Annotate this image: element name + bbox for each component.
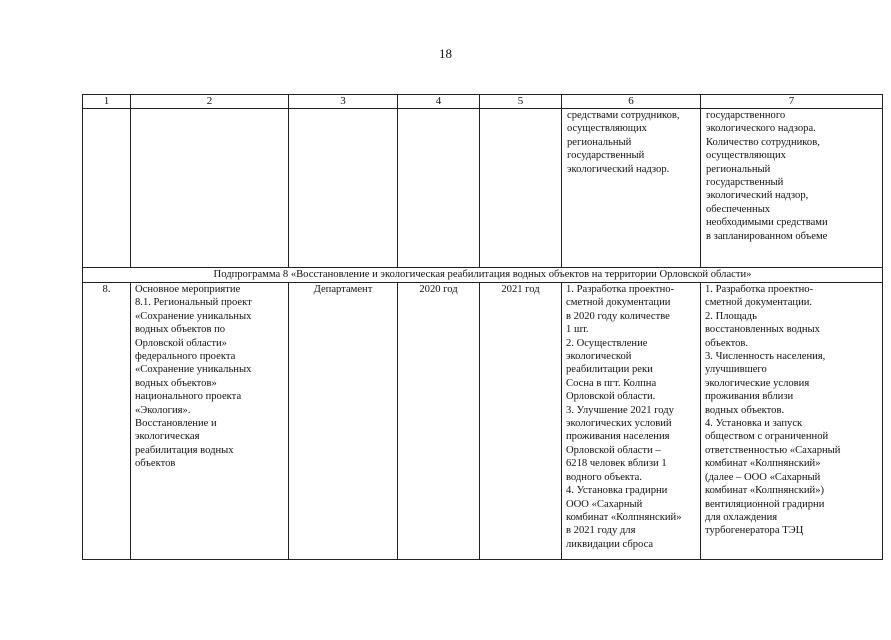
continuation-indicator-cell [701, 109, 883, 268]
text-line: водных объектов» [135, 377, 217, 389]
text-line: в запланированном объеме [706, 230, 828, 242]
text-line: 1. Разработка проектно- [566, 284, 675, 295]
text-line: экологический надзор, [706, 190, 809, 202]
text-line: экологические условия [705, 377, 810, 389]
text-line: Орловской области» [135, 337, 227, 349]
responsible-executor-cell: Департамент [289, 283, 398, 560]
expected-result-cell [562, 283, 701, 560]
text-line: (далее – ООО «Сахарный [705, 471, 821, 483]
text-line: улучшившего [705, 364, 767, 376]
column-number-1: 1 [83, 95, 131, 109]
program-table [82, 94, 883, 560]
text-line: Основное мероприятие [135, 284, 241, 295]
text-line: национального проекта [135, 391, 242, 403]
text-line: средствами сотрудников, [567, 110, 680, 121]
text-line: восстановленных водных [705, 324, 820, 336]
text-line: федерального проекта [135, 351, 236, 363]
text-line: объектов [135, 458, 176, 470]
text-line: реабилитации реки [566, 364, 653, 376]
cell-empty [398, 109, 480, 268]
continuation-result-cell [562, 109, 701, 268]
page-number: 18 [439, 46, 452, 61]
cell-empty [131, 109, 289, 268]
text-line: Сосна в пгт. Колпна [566, 377, 657, 389]
text-line: сметной документации. [705, 297, 813, 309]
text-line: 1. Разработка проектно- [705, 284, 814, 295]
column-number-7: 7 [701, 95, 883, 109]
column-number-row [83, 95, 883, 109]
column-number-2: 2 [131, 95, 289, 109]
text-line: в 2021 году для [566, 525, 636, 537]
text-line: экологических условий [566, 418, 672, 430]
start-year-cell: 2020 год [398, 283, 480, 560]
text-line: «Экология». [135, 404, 191, 416]
text-line: водного объекта. [566, 471, 643, 483]
subprogram-title: Подпрограмма 8 «Восстановление и экологическая реабилитация водных объектов на территории Орловской области» [83, 268, 883, 283]
text-line: водных объектов. [705, 404, 785, 416]
text-line: в 2020 году количестве [566, 310, 670, 322]
text-line: обществом с ограниченной [705, 431, 829, 443]
text-line: проживания населения [566, 431, 670, 443]
text-line: проживания вблизи [705, 391, 794, 403]
text-line: 3. Улучшение 2021 году [566, 404, 674, 416]
text-line: комбинат «Колпнянский») [705, 485, 825, 497]
text-line: водных объектов по [135, 324, 226, 336]
text-line: экологической [566, 351, 632, 363]
text-line: Количество сотрудников, [706, 136, 820, 148]
text-line: ООО «Сахарный [566, 498, 643, 510]
text-line: осуществляющих [706, 150, 786, 162]
text-line: Восстановление и [135, 418, 217, 430]
column-number-4: 4 [398, 95, 480, 109]
text-line: 2. Осуществление [566, 337, 648, 349]
cell-empty [289, 109, 398, 268]
table-row [83, 283, 883, 560]
measure-description-cell [131, 283, 289, 560]
text-line: ответственностью «Сахарный [705, 444, 841, 456]
text-line: государственный [706, 177, 784, 189]
text-line: 3. Численность населения, [705, 351, 826, 363]
end-year-cell: 2021 год [480, 283, 562, 560]
text-line: экологическая [135, 431, 200, 443]
text-line: экологический надзор. [567, 163, 670, 175]
text-line: для охлаждения [705, 511, 778, 523]
text-line: обеспеченных [706, 203, 771, 215]
text-line: «Сохранение уникальных [135, 364, 252, 376]
text-line: 4. Установка и запуск [705, 418, 803, 430]
text-line: реабилитация водных [135, 444, 234, 456]
text-line: региональный [567, 136, 632, 148]
cell-empty [83, 109, 131, 268]
text-line: Орловской области – [566, 444, 661, 456]
column-number-6: 6 [562, 95, 701, 109]
text-line: комбинат «Колпнянский» [566, 511, 682, 523]
text-line: вентиляционной градирни [705, 498, 825, 510]
text-line: Орловской области. [566, 391, 656, 403]
text-line: турбогенератора ТЭЦ [705, 525, 804, 537]
text-line: экологического надзора. [706, 123, 816, 135]
text-line: осуществляющих [567, 123, 647, 135]
cell-empty [480, 109, 562, 268]
text-line: 4. Установка градирни [566, 485, 668, 497]
text-line: региональный [706, 163, 771, 175]
indicator-cell [701, 283, 883, 560]
text-line: 6218 человек вблизи 1 [566, 458, 667, 470]
text-line: сметной документации [566, 297, 671, 309]
text-line: объектов. [705, 337, 749, 349]
text-line: необходимыми средствами [706, 217, 828, 229]
subprogram-row [83, 268, 883, 283]
continuation-row [83, 109, 883, 268]
text-line: комбинат «Колпнянский» [705, 458, 821, 470]
row-number: 8. [83, 283, 131, 560]
text-line: государственный [567, 150, 645, 162]
text-line: 2. Площадь [705, 310, 757, 322]
text-line: 8.1. Региональный проект [135, 297, 252, 309]
column-number-3: 3 [289, 95, 398, 109]
text-line: ликвидации сброса [566, 538, 654, 550]
column-number-5: 5 [480, 95, 562, 109]
text-line: государственного [706, 110, 786, 121]
text-line: 1 шт. [566, 324, 589, 336]
text-line: «Сохранение уникальных [135, 310, 252, 322]
